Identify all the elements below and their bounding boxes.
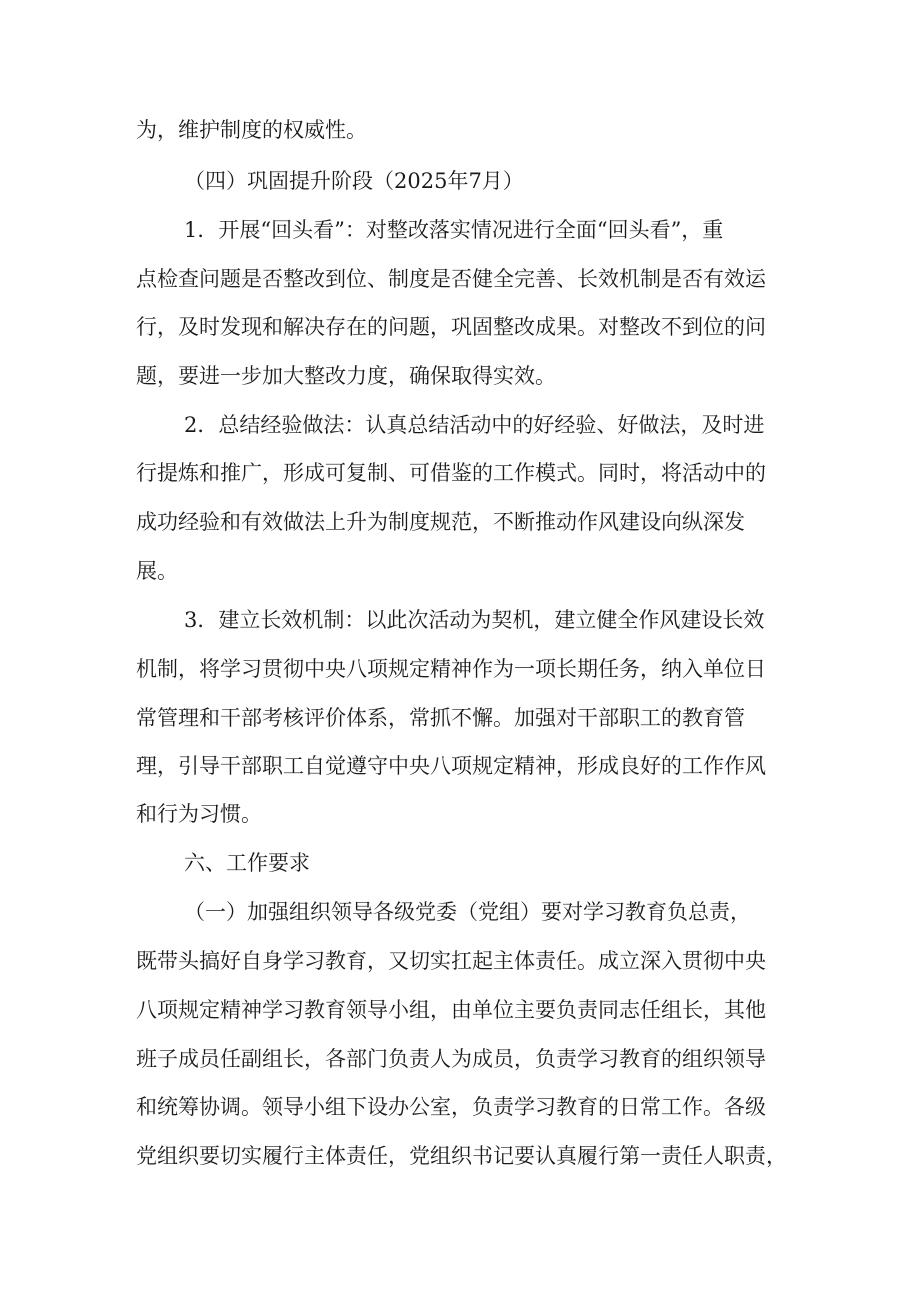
section-heading: （四）巩固提升阶段（2025年7月） <box>184 169 524 193</box>
text-line: 题，要进一步加大整改力度，确保取得实效。 <box>136 364 556 388</box>
text-line: 党组织要切实履行主体责任，党组织书记要认真履行第一责任人职责， <box>136 1144 787 1168</box>
text-line: 既带头搞好自身学习教育，又切实扛起主体责任。成立深入贯彻中央 <box>136 949 766 973</box>
text-line: 和行为习惯。 <box>136 802 262 826</box>
text-line: 班子成员任副组长，各部门负责人为成员，负责学习教育的组织领导 <box>136 1047 766 1071</box>
text-line: 行提炼和推广，形成可复制、可借鉴的工作模式。同时，将活动中的 <box>136 461 766 485</box>
text-line: 常管理和干部考核评价体系，常抓不懈。加强对干部职工的教育管 <box>136 706 745 730</box>
text-line: 行，及时发现和解决存在的问题，巩固整改成果。对整改不到位的问 <box>136 315 766 339</box>
text-line: 点检查问题是否整改到位、制度是否健全完善、长效机制是否有效运 <box>136 267 766 291</box>
text-line: 为，维护制度的权威性。 <box>136 118 367 142</box>
text-line: 成功经验和有效做法上升为制度规范，不断推动作风建设向纵深发 <box>136 510 745 534</box>
section-heading: 六、工作要求 <box>184 851 310 875</box>
text-line: 理，引导干部职工自觉遵守中央八项规定精神，形成良好的工作作风 <box>136 754 766 778</box>
text-line: 机制，将学习贯彻中央八项规定精神作为一项长期任务，纳入单位日 <box>136 657 766 681</box>
text-line: 八项规定精神学习教育领导小组，由单位主要负责同志任组长，其他 <box>136 998 766 1022</box>
text-line: 1．开展“回头看”：对整改落实情况进行全面“回头看”，重 <box>184 218 724 242</box>
text-line: 和统筹协调。领导小组下设办公室，负责学习教育的日常工作。各级 <box>136 1095 766 1119</box>
text-line: 展。 <box>136 559 178 583</box>
text-line: 2．总结经验做法：认真总结活动中的好经验、好做法，及时进 <box>184 413 765 437</box>
text-line: 3．建立长效机制：以此次活动为契机，建立健全作风建设长效 <box>184 608 765 632</box>
text-line: （一）加强组织领导各级党委（党组）要对学习教育负总责， <box>184 900 751 924</box>
